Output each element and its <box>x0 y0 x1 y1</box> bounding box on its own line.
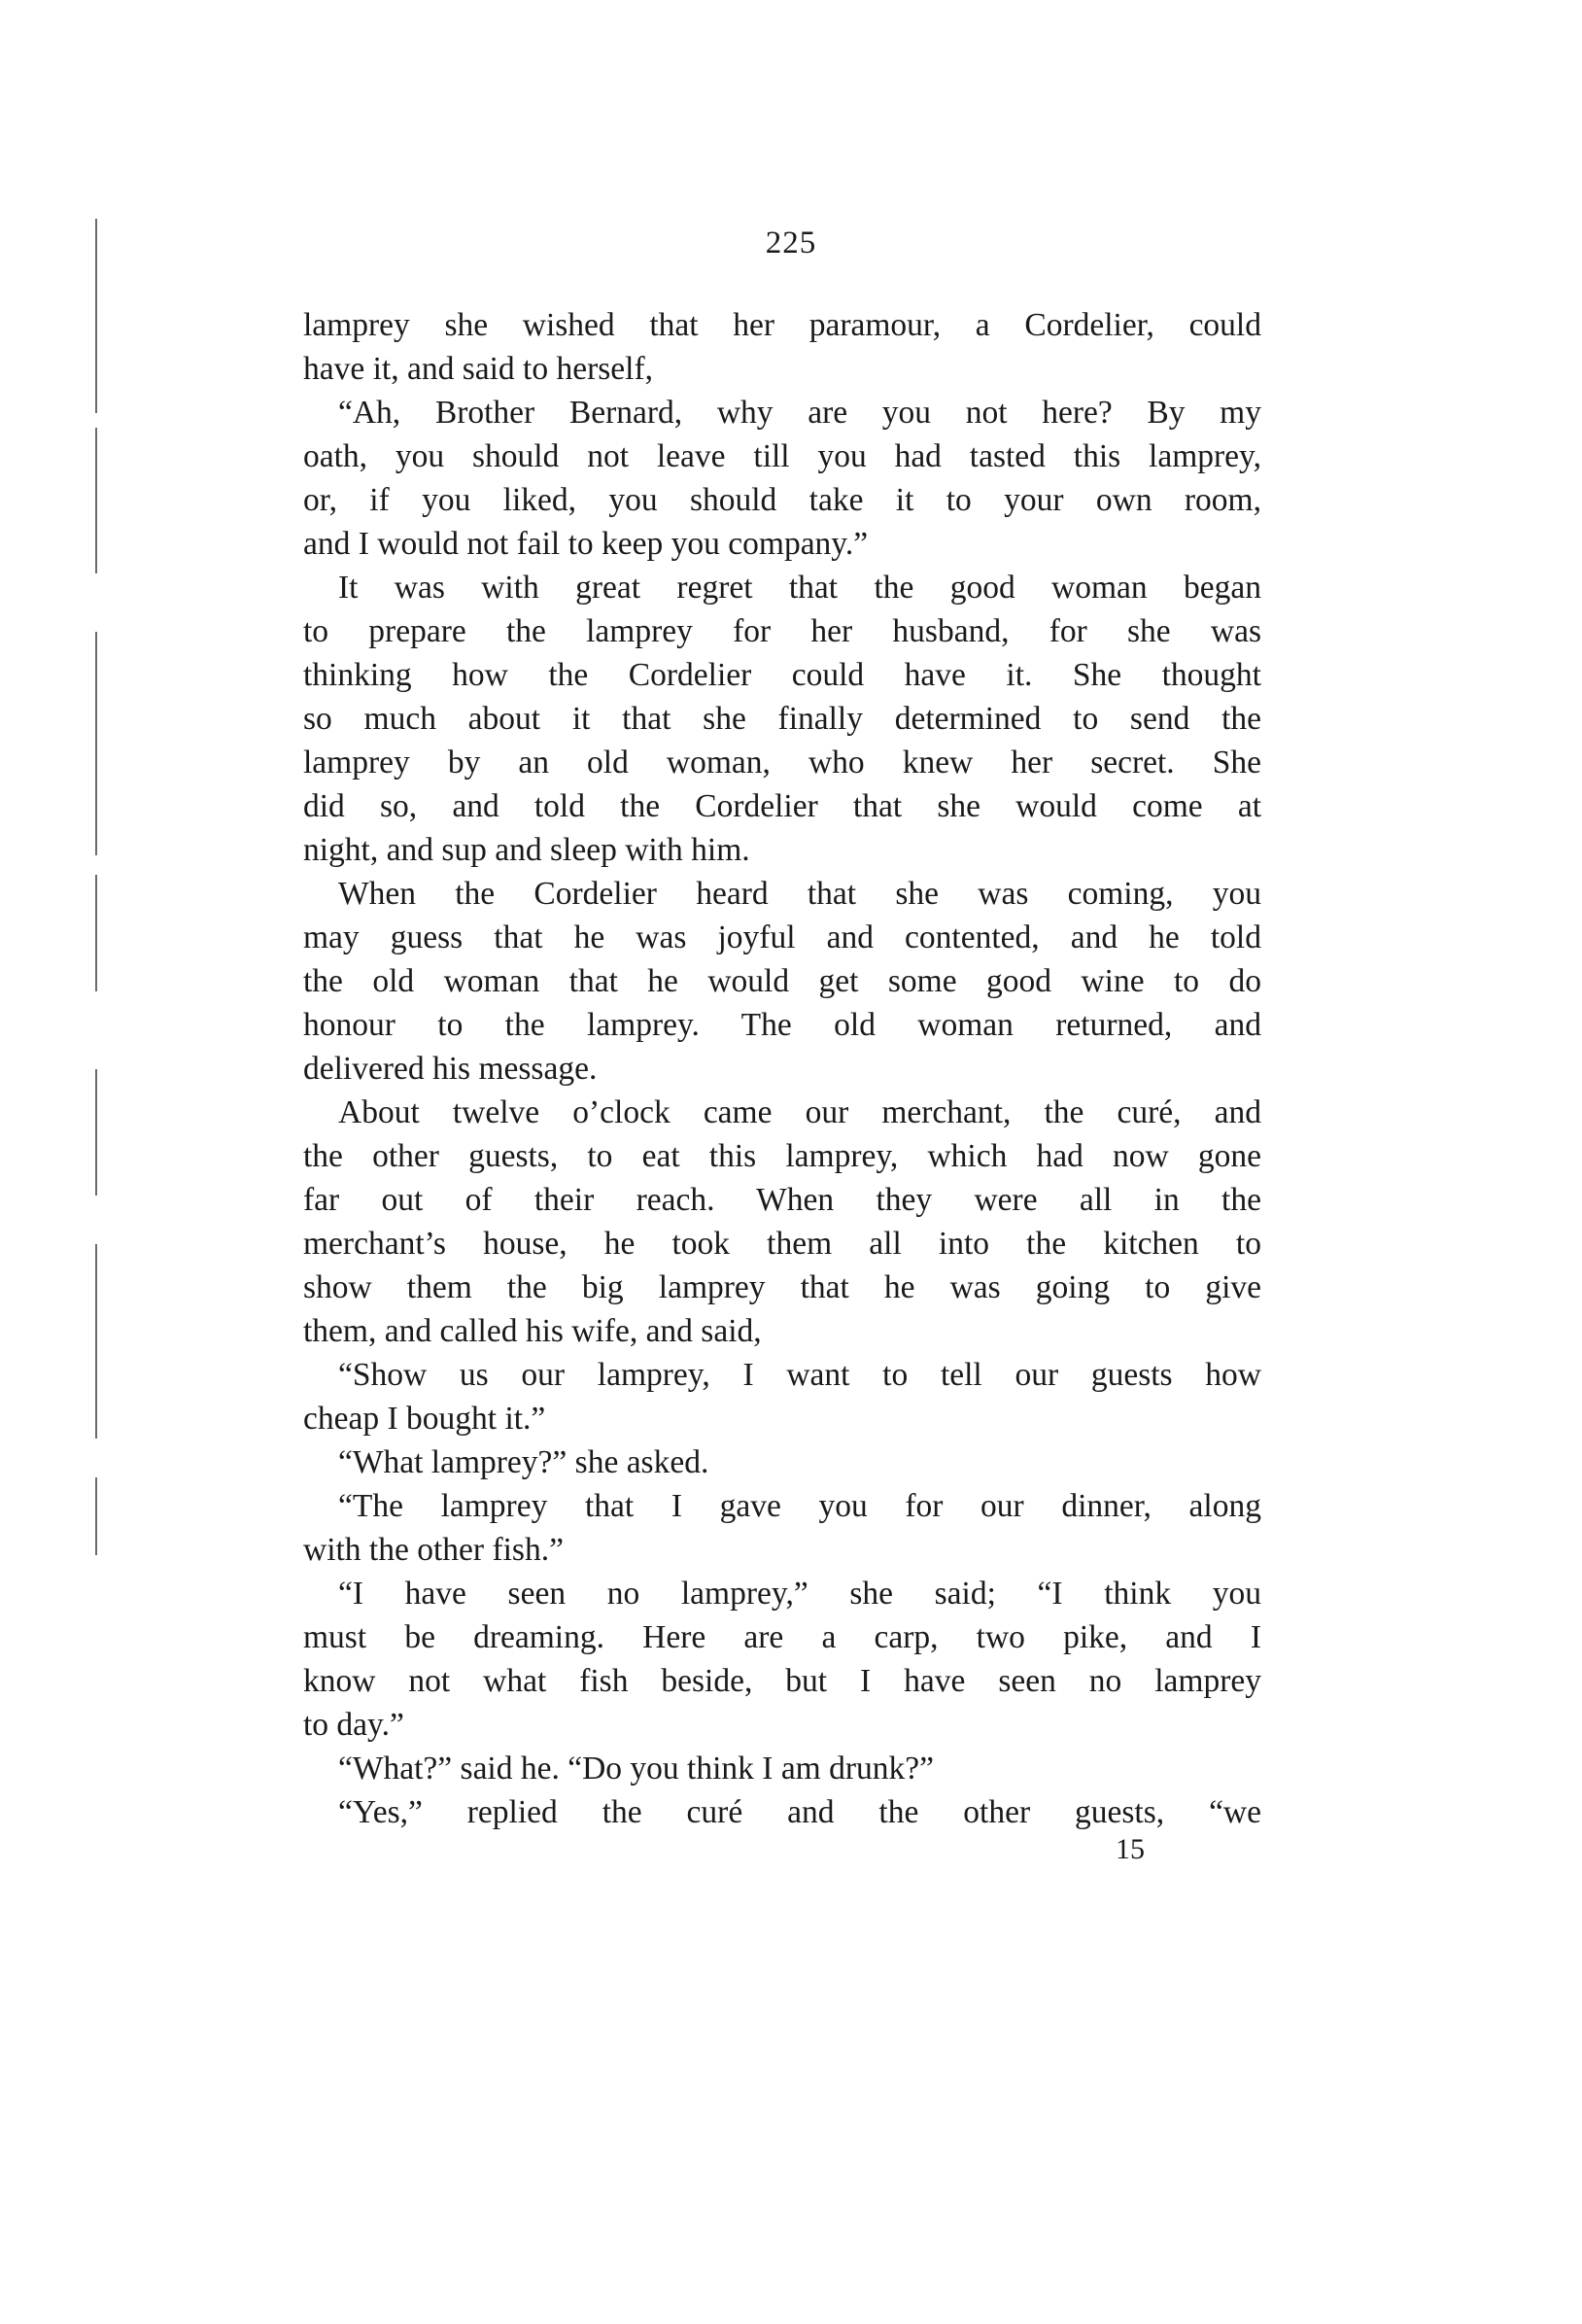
page-number: 225 <box>765 225 817 260</box>
scan-artifact-mark <box>95 1069 97 1196</box>
text-line: “The lamprey that I gave you for our dinner, along <box>338 1488 1261 1524</box>
text-line: know not what fish beside, but I have seen no lamprey <box>303 1663 1261 1699</box>
text-line: must be dreaming. Here are a carp, two pike, and I <box>303 1619 1261 1655</box>
text-line: “What lamprey?” she asked. <box>338 1444 709 1480</box>
text-line: It was with great regret that the good woman began <box>338 570 1261 606</box>
scan-artifact-mark <box>95 428 97 573</box>
text-line: the other guests, to eat this lamprey, which had now gone <box>303 1138 1261 1174</box>
text-line: cheap I bought it.” <box>303 1401 546 1437</box>
signature-mark: 15 <box>1116 1833 1145 1865</box>
text-line: merchant’s house, he took them all into the kitchen to <box>303 1226 1261 1262</box>
text-line: so much about it that she finally determined to send the <box>303 701 1261 737</box>
text-line: may guess that he was joyful and contented, and he told <box>303 919 1261 955</box>
text-line: with the other fish.” <box>303 1532 564 1568</box>
text-line: or, if you liked, you should take it to your own room, <box>303 482 1261 518</box>
text-line: “What?” said he. “Do you think I am drunk?” <box>338 1751 935 1786</box>
text-line: to prepare the lamprey for her husband, for she was <box>303 613 1261 649</box>
text-line: lamprey she wished that her paramour, a Cordelier, could <box>303 307 1261 343</box>
text-line: “Show us our lamprey, I want to tell our guests how <box>338 1357 1261 1393</box>
text-line: to day.” <box>303 1707 404 1743</box>
text-line: When the Cordelier heard that she was coming, you <box>338 876 1261 912</box>
text-line: About twelve o’clock came our merchant, the curé, and <box>338 1094 1261 1130</box>
body-text <box>303 303 1261 1834</box>
text-line: “Ah, Brother Bernard, why are you not here? By my <box>338 395 1261 431</box>
text-line: thinking how the Cordelier could have it. She thought <box>303 657 1261 693</box>
text-line: them, and called his wife, and said, <box>303 1313 762 1349</box>
text-line: show them the big lamprey that he was going to give <box>303 1269 1261 1305</box>
text-line: “Yes,” replied the curé and the other guests, “we <box>338 1794 1261 1830</box>
scan-artifact-mark <box>95 1477 97 1555</box>
scan-artifact-mark <box>95 1244 97 1439</box>
text-line: “I have seen no lamprey,” she said; “I think you <box>338 1576 1261 1612</box>
text-line: and I would not fail to keep you company.” <box>303 526 869 562</box>
text-line: lamprey by an old woman, who knew her secret. She <box>303 745 1261 780</box>
text-line: far out of their reach. When they were all in the <box>303 1182 1261 1218</box>
scan-artifact-mark <box>95 632 97 855</box>
text-line: have it, and said to herself, <box>303 351 654 387</box>
text-line: did so, and told the Cordelier that she would come at <box>303 788 1261 824</box>
text-line: honour to the lamprey. The old woman returned, and <box>303 1007 1261 1043</box>
text-line: the old woman that he would get some good wine to do <box>303 963 1261 999</box>
text-line: delivered his message. <box>303 1051 598 1087</box>
text-line: oath, you should not leave till you had tasted this lamprey, <box>303 438 1261 474</box>
scan-artifact-mark <box>95 875 97 991</box>
text-line: night, and sup and sleep with him. <box>303 832 750 868</box>
